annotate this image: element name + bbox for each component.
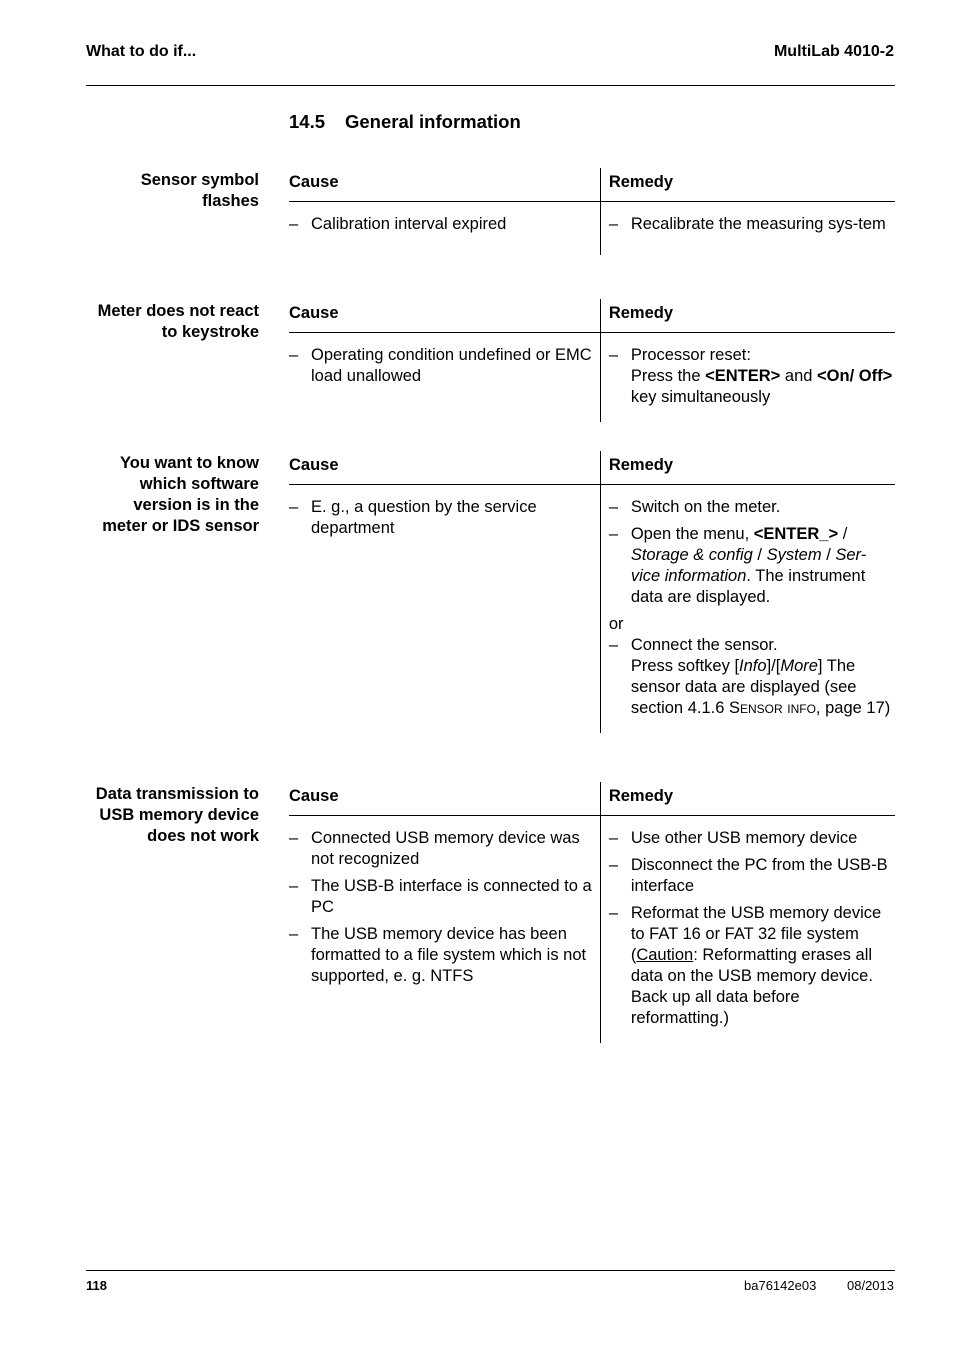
table-header bbox=[289, 451, 895, 485]
cause-item: – Operating condition undefined or EMC load unallowed bbox=[289, 346, 592, 385]
issue-label-line: USB memory device bbox=[99, 806, 259, 824]
remedy-header: Remedy bbox=[600, 299, 895, 332]
remedy-item: – Switch on the meter. bbox=[608, 498, 781, 516]
document-date: 08/2013 bbox=[847, 1278, 894, 1293]
cause-item: – The USB memory device has been formatted to a file system which is not supported, e. g. NTFS bbox=[289, 925, 587, 985]
section-title bbox=[289, 111, 521, 133]
cause-item: – E. g., a question by the service department bbox=[289, 498, 537, 537]
cause-remedy-table bbox=[289, 451, 895, 733]
issue-label bbox=[86, 301, 259, 343]
cause-header: Cause bbox=[289, 173, 339, 191]
remedy-cell bbox=[600, 485, 895, 733]
remedy-item: – Use other USB memory device bbox=[608, 829, 858, 847]
cause-remedy-table bbox=[289, 168, 895, 255]
cause-cell bbox=[289, 333, 600, 422]
issue-label-line: Sensor symbol bbox=[140, 171, 259, 189]
cause-cell bbox=[289, 202, 600, 255]
remedy-cell bbox=[600, 202, 895, 255]
cause-remedy-table bbox=[289, 782, 895, 1043]
issue-label-line: You want to know bbox=[119, 454, 259, 472]
table-row bbox=[289, 816, 895, 1043]
footer-rule bbox=[86, 1270, 895, 1271]
issue-label-line: which software bbox=[139, 475, 259, 493]
document-number: ba76142e03 bbox=[744, 1278, 817, 1293]
cause-header: Cause bbox=[289, 456, 339, 474]
table-header bbox=[289, 299, 895, 333]
issue-label bbox=[86, 453, 259, 537]
issue-label-line: version is in the bbox=[133, 496, 259, 514]
remedy-item: – Open the menu, <ENTER_> / Storage & config / System / Ser-vice information. The instrument data are displayed. bbox=[608, 525, 867, 606]
remedy-item: – Processor reset: Press the <ENTER> and <On/ Off> key simultaneously bbox=[608, 346, 893, 406]
remedy-header: Remedy bbox=[600, 451, 895, 484]
remedy-item: – Reformat the USB memory device to FAT 16 or FAT 32 file system (Caution: Reformatting erases all data on the USB memory device. Back up all data before reformatting.) bbox=[608, 904, 882, 1027]
issue-label-line: flashes bbox=[202, 192, 259, 210]
cause-cell bbox=[289, 816, 600, 1043]
page-number: 118 bbox=[86, 1278, 107, 1293]
remedy-header: Remedy bbox=[600, 168, 895, 201]
table-row bbox=[289, 333, 895, 422]
cause-cell bbox=[289, 485, 600, 733]
cause-remedy-table bbox=[289, 299, 895, 422]
cause-item: – Connected USB memory device was not recognized bbox=[289, 829, 580, 868]
table-header bbox=[289, 782, 895, 816]
section-number: 14.5 bbox=[289, 111, 326, 132]
cause-item: – The USB-B interface is connected to a PC bbox=[289, 877, 592, 916]
cause-header: Cause bbox=[289, 304, 339, 322]
issue-label-line: to keystroke bbox=[161, 323, 259, 341]
issue-label-line: does not work bbox=[147, 827, 259, 845]
header-chapter: What to do if... bbox=[86, 43, 197, 60]
table-header bbox=[289, 168, 895, 202]
section-title-text: General information bbox=[345, 111, 521, 132]
remedy-cell bbox=[600, 333, 895, 422]
remedy-cell bbox=[600, 816, 895, 1043]
header-product: MultiLab 4010-2 bbox=[773, 43, 894, 60]
table-row bbox=[289, 485, 895, 733]
remedy-header: Remedy bbox=[600, 782, 895, 815]
issue-label-line: Meter does not react bbox=[97, 302, 259, 320]
remedy-item: – Connect the sensor. Press softkey [Info]/[More] The sensor data are displayed (see section 4.1.6 Sensor info, page 17) bbox=[608, 636, 891, 717]
header-rule bbox=[86, 85, 895, 86]
issue-label bbox=[86, 170, 259, 212]
remedy-or: or bbox=[608, 615, 624, 633]
issue-label bbox=[86, 784, 259, 847]
cause-item: – Calibration interval expired bbox=[289, 215, 507, 233]
remedy-item: – Disconnect the PC from the USB-B interface bbox=[608, 856, 888, 895]
issue-label-line: meter or IDS sensor bbox=[102, 517, 259, 535]
table-row bbox=[289, 202, 895, 255]
cause-header: Cause bbox=[289, 787, 339, 805]
issue-label-line: Data transmission to bbox=[95, 785, 259, 803]
remedy-item: – Recalibrate the measuring sys-tem bbox=[608, 215, 886, 233]
